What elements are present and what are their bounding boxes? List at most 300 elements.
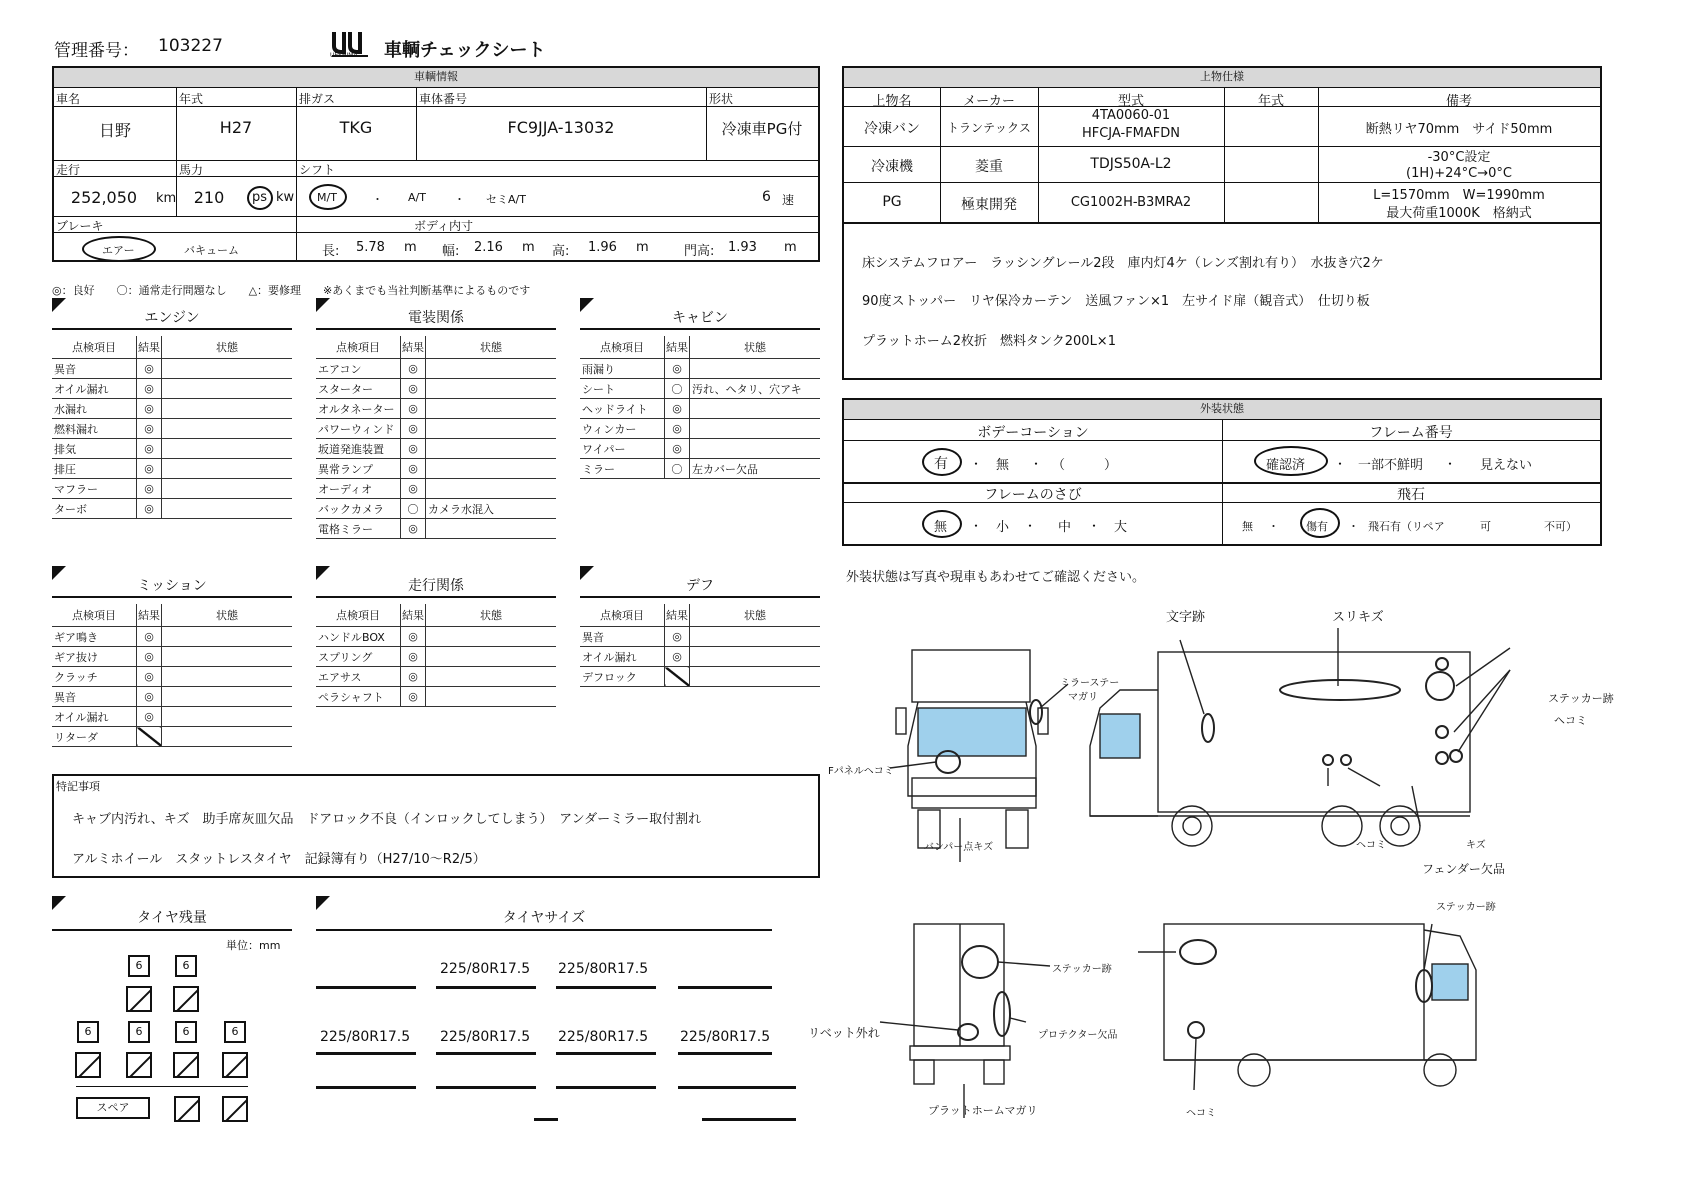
check-result: ◎ <box>137 479 162 499</box>
upper-h-maker: メーカー <box>963 94 1015 109</box>
chassis-value: FC9JJA-13032 <box>507 118 615 137</box>
label-dent-1: ヘコミ <box>1554 714 1587 727</box>
electric-table <box>316 336 556 539</box>
spare-label: スペア <box>76 1097 150 1119</box>
check-result: ◎ <box>401 667 426 687</box>
diff-title: デフ <box>686 578 714 594</box>
check-result: ◎ <box>401 647 426 667</box>
check-state <box>162 647 293 667</box>
check-item: パワーウィンド <box>316 419 401 439</box>
check-item: エアコン <box>316 359 401 379</box>
label-bumper: バンパー点キズ <box>924 842 994 853</box>
check-state <box>162 627 293 647</box>
label-sticker-3: ステッカー跡 <box>1052 964 1112 975</box>
check-result: ◎ <box>401 379 426 399</box>
table-row <box>316 379 556 399</box>
check-item: 異音 <box>580 627 665 647</box>
upper-r3-remarks-2: 最大荷重1000K 格納式 <box>1386 206 1532 221</box>
body-length-label: 長: <box>322 244 340 259</box>
upper-r2-remarks-2: (1H)+24°C→0°C <box>1406 166 1512 181</box>
check-state <box>426 399 557 419</box>
drive-title: 走行関係 <box>408 578 464 594</box>
label-letter-mark: 文字跡 <box>1166 610 1206 625</box>
check-item: ターボ <box>52 499 137 519</box>
check-state <box>690 399 821 419</box>
check-state: カメラ水混入 <box>426 499 557 519</box>
table-row <box>580 627 820 647</box>
rust-dot-3: ・ <box>1088 519 1101 533</box>
table-row <box>316 667 556 687</box>
tire-rear-4: 6 <box>224 1021 246 1043</box>
upper-r3-remarks-1: L=1570mm W=1990mm <box>1373 188 1545 203</box>
management-number: 103227 <box>158 36 223 56</box>
gear-unit: 速 <box>782 193 795 207</box>
check-result <box>137 727 162 747</box>
check-result: ◎ <box>665 359 690 379</box>
mission-title: ミッション <box>137 578 207 594</box>
left-side-truck <box>1164 924 1476 1086</box>
upper-note-2: 90度ストッパー リヤ保冷カーテン 送風ファン×1 左サイド扉（観音式） 仕切り板 <box>862 294 1370 309</box>
label-fpanel: Fパネルヘコミ <box>828 766 894 777</box>
check-result: ◎ <box>665 419 690 439</box>
check-item: オイル漏れ <box>52 379 137 399</box>
chip-scar: 傷有 <box>1306 520 1328 533</box>
check-state <box>162 667 293 687</box>
tire-rear-inner-3-na <box>173 1052 199 1078</box>
table-row <box>316 627 556 647</box>
sheet-title: 車輌チェックシート <box>384 40 546 61</box>
chip-none: 無 <box>1242 520 1253 533</box>
check-item: オイル漏れ <box>580 647 665 667</box>
upper-r2-remarks-1: -30°C設定 <box>1427 150 1491 165</box>
check-item: ギア鳴き <box>52 627 137 647</box>
electric-title: 電装関係 <box>408 310 464 326</box>
special-notes-box <box>52 774 820 878</box>
check-result: 〇 <box>665 459 690 479</box>
label-kizu: キズ <box>1466 840 1486 851</box>
table-row <box>580 379 820 399</box>
body-height-label: 高: <box>552 244 570 259</box>
brake-vacuum: バキューム <box>184 244 239 257</box>
coating-dot-1: ・ <box>970 457 983 471</box>
check-result: 〇 <box>401 499 426 519</box>
table-row <box>316 499 556 519</box>
check-item: シート <box>580 379 665 399</box>
tire-rear-inner-2-na <box>126 1052 152 1078</box>
upper-note-1: 床システムフロアー ラッシングレール2段 庫内灯4ケ（レンズ割れ有り） 水抜き穴2ケ <box>862 256 1384 271</box>
check-state <box>162 707 293 727</box>
check-state <box>162 419 293 439</box>
check-state <box>162 499 293 519</box>
check-item: バックカメラ <box>316 499 401 519</box>
upper-r1-model-2: HFCJA-FMAFDN <box>1081 126 1181 141</box>
check-item: 排圧 <box>52 459 137 479</box>
engine-table <box>52 336 292 519</box>
tire-front-right: 6 <box>175 955 197 977</box>
check-item: 燃料漏れ <box>52 419 137 439</box>
shift-semi: セミA/T <box>486 193 526 206</box>
label-hp: 馬力 <box>179 163 204 177</box>
chip-repair-ng: 不可） <box>1544 520 1577 533</box>
label-rivet: リベット外れ <box>808 1026 880 1040</box>
chip-repair-ok: 可 <box>1480 520 1491 533</box>
col-header-item: 点検項目 <box>52 604 137 627</box>
rust-big: 大 <box>1114 520 1128 535</box>
shift-at: A/T <box>408 191 426 204</box>
check-item: 異音 <box>52 359 137 379</box>
shift-mt: M/T <box>317 191 337 204</box>
check-state <box>426 647 557 667</box>
body-width: 2.16 <box>474 240 503 255</box>
chip-repair: 飛石有（リペア <box>1368 520 1445 533</box>
exterior-box <box>842 398 1602 546</box>
upper-note-3: プラットホーム2枚折 燃料タンク200L×1 <box>862 334 1116 349</box>
check-state <box>162 399 293 419</box>
col-header-state: 状態 <box>690 336 821 359</box>
drive-table <box>316 604 556 707</box>
body-height-unit: m <box>636 240 649 255</box>
check-result: ◎ <box>401 359 426 379</box>
mileage-unit: km <box>156 191 177 206</box>
table-row <box>580 647 820 667</box>
shape-value: 冷凍車PG付 <box>721 120 803 138</box>
rust-title: フレームのさび <box>984 487 1082 503</box>
management-label: 管理番号： <box>54 41 139 61</box>
check-item: ヘッドライト <box>580 399 665 419</box>
check-item: ペラシャフト <box>316 687 401 707</box>
frame-none: 見えない <box>1480 458 1533 473</box>
col-header-state: 状態 <box>162 604 293 627</box>
check-item: オーディオ <box>316 479 401 499</box>
check-item: ウィンカー <box>580 419 665 439</box>
upper-spec-box <box>842 66 1602 380</box>
door-height-unit: m <box>784 240 797 255</box>
tire-size-rear-3: 225/80R17.5 <box>558 1029 649 1045</box>
label-shape: 形状 <box>709 92 734 106</box>
tire-size-front-1: 225/80R17.5 <box>440 961 531 977</box>
rust-dot-2: ・ <box>1024 519 1037 533</box>
upper-h-remarks: 備考 <box>1445 94 1472 109</box>
check-result: ◎ <box>665 627 690 647</box>
label-scratch: スリキズ <box>1332 610 1384 625</box>
body-width-unit: m <box>522 240 535 255</box>
check-state <box>162 359 293 379</box>
col-header-state: 状態 <box>426 604 557 627</box>
upper-h-model: 型式 <box>1117 94 1144 109</box>
label-emission: 排ガス <box>299 92 336 106</box>
upper-r3-maker: 極東開発 <box>961 197 1017 213</box>
table-row <box>316 647 556 667</box>
table-row <box>580 459 820 479</box>
col-header-state: 状態 <box>426 336 557 359</box>
chip-title: 飛石 <box>1397 487 1425 503</box>
check-result: ◎ <box>137 707 162 727</box>
tire-size-title: タイヤサイズ <box>502 910 586 926</box>
label-mirror-stay: ミラーステー <box>1060 678 1120 689</box>
check-item: 異音 <box>52 687 137 707</box>
special-notes-title: 特記事項 <box>56 780 100 793</box>
label-brake: ブレーキ <box>56 219 104 233</box>
upper-h-year: 年式 <box>1257 94 1284 109</box>
tire-rear-3: 6 <box>175 1021 197 1043</box>
check-state <box>690 359 821 379</box>
check-state <box>426 479 557 499</box>
col-header-item: 点検項目 <box>580 604 665 627</box>
col-header-result: 結果 <box>137 604 162 627</box>
label-sticker-2: ステッカー跡 <box>1436 902 1496 913</box>
check-result: ◎ <box>137 379 162 399</box>
shift-dot-1: ・ <box>372 193 383 206</box>
col-header-result: 結果 <box>401 336 426 359</box>
cabin-title: キャビン <box>672 310 728 326</box>
body-length-unit: m <box>404 240 417 255</box>
label-year: 年式 <box>179 92 204 106</box>
table-row <box>52 359 292 379</box>
check-item: 電格ミラー <box>316 519 401 539</box>
legend: ◎：良好 〇：通常走行問題なし △：要修理 ※あくまでも当社判断基準によるものです <box>52 284 531 297</box>
col-header-state: 状態 <box>690 604 821 627</box>
col-header-item: 点検項目 <box>316 604 401 627</box>
check-result: ◎ <box>401 419 426 439</box>
check-result: ◎ <box>137 359 162 379</box>
table-row <box>316 439 556 459</box>
tire-front-left: 6 <box>128 955 150 977</box>
rear-view-truck <box>910 924 1010 1084</box>
vehicle-info-header: 車輌情報 <box>54 68 818 88</box>
table-row <box>52 419 292 439</box>
check-item: 雨漏り <box>580 359 665 379</box>
col-header-item: 点検項目 <box>52 336 137 359</box>
upper-r1-maker: トランテックス <box>947 121 1031 135</box>
table-row <box>580 359 820 379</box>
label-mirror-bend: マガリ <box>1068 692 1098 703</box>
check-state <box>162 439 293 459</box>
label-maker: 車名 <box>56 92 81 106</box>
check-item: スプリング <box>316 647 401 667</box>
check-result: ◎ <box>137 439 162 459</box>
logo-text: UESHIMA <box>330 52 358 59</box>
rust-dot-1: ・ <box>970 519 983 533</box>
check-result: ◎ <box>137 419 162 439</box>
table-row <box>52 627 292 647</box>
check-item: 排気 <box>52 439 137 459</box>
table-row <box>52 647 292 667</box>
check-state <box>426 359 557 379</box>
check-result: ◎ <box>665 439 690 459</box>
ps-unit: ps <box>252 190 268 205</box>
table-row <box>52 439 292 459</box>
check-state <box>426 459 557 479</box>
tire-size-rear-4: 225/80R17.5 <box>680 1029 771 1045</box>
check-result: ◎ <box>401 399 426 419</box>
table-row <box>316 519 556 539</box>
check-result: ◎ <box>401 687 426 707</box>
check-result: ◎ <box>401 627 426 647</box>
table-row <box>580 667 820 687</box>
tire-front-inner-right-na <box>173 986 199 1012</box>
col-header-result: 結果 <box>401 604 426 627</box>
check-item: ミラー <box>580 459 665 479</box>
col-header-item: 点検項目 <box>316 336 401 359</box>
table-row <box>52 499 292 519</box>
coating-title: ボデーコーション <box>977 425 1089 441</box>
table-row <box>52 379 292 399</box>
check-state <box>162 379 293 399</box>
table-row <box>316 479 556 499</box>
check-state: 汚れ、ヘタリ、穴アキ <box>690 379 821 399</box>
check-state <box>426 627 557 647</box>
check-item: ワイパー <box>580 439 665 459</box>
table-row <box>52 687 292 707</box>
tire-rear-inner-1-na <box>75 1052 101 1078</box>
check-result: ◎ <box>137 647 162 667</box>
engine-title: エンジン <box>144 310 200 326</box>
tire-rear-1: 6 <box>77 1021 99 1043</box>
vehicle-info-box <box>52 66 820 262</box>
check-result: ◎ <box>401 479 426 499</box>
col-header-state: 状態 <box>162 336 293 359</box>
check-result: ◎ <box>401 439 426 459</box>
coating-no: 無 <box>996 458 1010 473</box>
check-item: ハンドルBOX <box>316 627 401 647</box>
exterior-header: 外装状態 <box>844 400 1600 420</box>
check-item: デフロック <box>580 667 665 687</box>
maker-value: 日野 <box>98 121 131 140</box>
special-notes-line-1: キャブ内汚れ、キズ 助手席灰皿欠品 ドアロック不良（インロックしてしまう） アンダーミラー取付割れ <box>72 812 702 827</box>
frame-partial: 一部不鮮明 <box>1358 458 1424 473</box>
check-state <box>426 667 557 687</box>
check-state <box>426 419 557 439</box>
check-item: リターダ <box>52 727 137 747</box>
upper-h-name: 上物名 <box>872 94 912 109</box>
col-header-result: 結果 <box>137 336 162 359</box>
check-item: 坂道発進装置 <box>316 439 401 459</box>
label-fender: フェンダー欠品 <box>1422 862 1505 876</box>
kw-unit: kw <box>276 190 295 205</box>
frame-no-title: フレーム番号 <box>1369 425 1453 441</box>
check-state <box>426 687 557 707</box>
body-height: 1.96 <box>588 240 617 255</box>
cabin-table <box>580 336 820 479</box>
rust-none: 無 <box>934 520 948 535</box>
table-row <box>52 479 292 499</box>
body-width-label: 幅: <box>442 244 460 259</box>
special-notes-line-2: アルミホイール スタットレスタイヤ 記録簿有り（H27/10～R2/5） <box>72 852 486 867</box>
frame-confirmed: 確認済 <box>1266 458 1306 473</box>
check-result: ◎ <box>401 459 426 479</box>
year-value: H27 <box>219 118 253 137</box>
check-item: ギア抜け <box>52 647 137 667</box>
label-dent-2: ヘコミ <box>1356 840 1386 851</box>
company-logo <box>330 30 372 60</box>
exterior-note: 外装状態は写真や現車もあわせてご確認ください。 <box>846 570 1146 585</box>
frame-dot-2: ・ <box>1444 457 1457 471</box>
check-item: エアサス <box>316 667 401 687</box>
tire-rear-inner-4-na <box>222 1052 248 1078</box>
door-height: 1.93 <box>728 240 757 255</box>
check-result: ◎ <box>137 627 162 647</box>
check-state <box>162 727 293 747</box>
truck-diagram <box>800 590 1680 1130</box>
hp-value: 210 <box>193 188 225 207</box>
label-dent-3: ヘコミ <box>1186 1108 1216 1119</box>
side-view-truck <box>1090 652 1470 846</box>
table-row <box>52 459 292 479</box>
coating-yes: 有 <box>934 456 948 472</box>
check-state <box>162 687 293 707</box>
check-result: ◎ <box>137 399 162 419</box>
spare-1-na <box>174 1096 200 1122</box>
check-result: ◎ <box>137 459 162 479</box>
spare-2-na <box>222 1096 248 1122</box>
chip-dot-1: ・ <box>1268 520 1279 533</box>
upper-r2-maker: 菱重 <box>975 159 1003 175</box>
check-result <box>665 667 690 687</box>
check-item: オルタネーター <box>316 399 401 419</box>
tire-size-rear-1: 225/80R17.5 <box>320 1029 411 1045</box>
table-row <box>316 359 556 379</box>
table-row <box>580 399 820 419</box>
label-shift: シフト <box>299 163 336 177</box>
table-row <box>52 707 292 727</box>
check-item: マフラー <box>52 479 137 499</box>
upper-spec-header: 上物仕様 <box>844 68 1600 88</box>
check-item: 異常ランプ <box>316 459 401 479</box>
mission-table <box>52 604 292 747</box>
coating-dot-2: ・ <box>1030 457 1043 471</box>
diff-table <box>580 604 820 687</box>
emission-value: TKG <box>339 118 373 137</box>
check-result: 〇 <box>665 379 690 399</box>
coating-paren: （ ） <box>1052 458 1118 473</box>
table-row <box>580 419 820 439</box>
check-result: ◎ <box>137 667 162 687</box>
check-state <box>426 439 557 459</box>
table-row <box>52 667 292 687</box>
table-row <box>52 399 292 419</box>
col-header-result: 結果 <box>665 604 690 627</box>
tire-size-rear-2: 225/80R17.5 <box>440 1029 531 1045</box>
body-length: 5.78 <box>356 240 385 255</box>
tire-remain-unit: 単位：mm <box>226 939 281 952</box>
check-state: 左カバー欠品 <box>690 459 821 479</box>
rust-small: 小 <box>996 520 1010 535</box>
check-state <box>426 379 557 399</box>
gear-count: 6 <box>762 189 771 205</box>
frame-dot-1: ・ <box>1334 457 1347 471</box>
tire-front-inner-left-na <box>126 986 152 1012</box>
table-row <box>580 439 820 459</box>
label-mileage: 走行 <box>56 163 81 177</box>
table-row <box>316 419 556 439</box>
chip-dot-2: ・ <box>1348 520 1359 533</box>
door-height-label: 門高: <box>684 244 715 259</box>
check-result: ◎ <box>665 399 690 419</box>
table-row <box>316 687 556 707</box>
upper-r3-name: PG <box>882 194 902 210</box>
table-row <box>316 459 556 479</box>
table-row <box>316 399 556 419</box>
tire-size-front-2: 225/80R17.5 <box>558 961 649 977</box>
upper-r1-name: 冷凍バン <box>864 121 920 137</box>
label-body: ボディ内寸 <box>414 219 474 233</box>
upper-r1-remarks: 断熱リヤ70mm サイド50mm <box>1365 122 1553 137</box>
upper-r2-model: TDJS50A-L2 <box>1090 156 1172 172</box>
check-state <box>162 459 293 479</box>
check-item: スターター <box>316 379 401 399</box>
check-result: ◎ <box>665 647 690 667</box>
check-state <box>690 439 821 459</box>
